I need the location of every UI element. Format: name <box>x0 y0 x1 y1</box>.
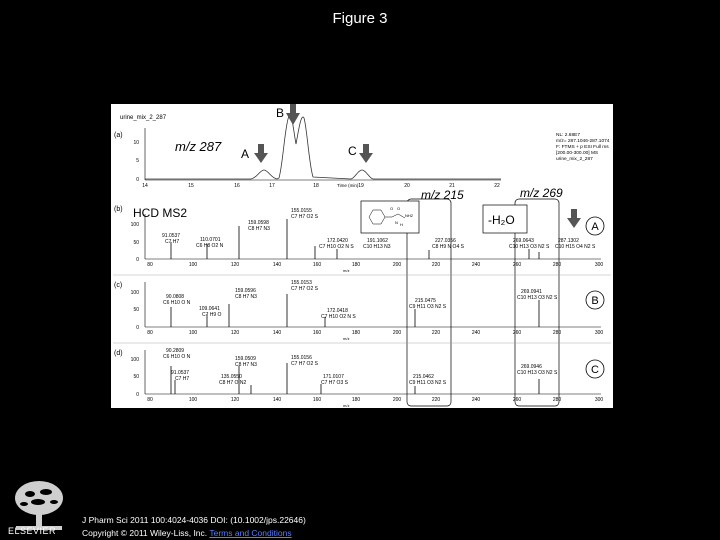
pa-xtick-3: 17 <box>269 183 275 189</box>
box-mz269: m/z 269 <box>520 186 563 200</box>
panel-c <box>113 275 611 341</box>
pd-peak4-mz: 155.0156 <box>291 355 312 361</box>
pd-ytick-1: 50 <box>133 374 139 380</box>
pd-peak7-formula: C10 H13 O3 N2 S <box>517 370 558 376</box>
pb-struct-o1: O <box>390 206 394 211</box>
pc-xtick-8: 240 <box>471 330 481 336</box>
pb-peak6-formula: C8 H9 N O4 S <box>432 244 464 250</box>
pb-ytick-2: 0 <box>136 257 139 263</box>
pb-xtick-8: 240 <box>471 262 481 268</box>
pc-xtick-1: 100 <box>188 330 198 336</box>
pb-xtick-9: 260 <box>512 262 522 268</box>
panel-c-tag: (c) <box>114 282 123 289</box>
pc-xtick-6: 200 <box>392 330 402 336</box>
pa-info-2: F: FTMS + p ESI Full ms <box>556 145 609 150</box>
pb-peak5-formula: C10 H13 N3 <box>363 244 391 250</box>
pa-info-4: urine_mix_2_287 <box>556 157 593 162</box>
pb-peak2-formula: C8 H7 N3 <box>248 226 270 232</box>
pc-peak3-mz: 155.0153 <box>291 280 312 286</box>
pa-peak-c: C <box>348 144 357 158</box>
pb-peak8-formula: C10 H15 O4 N2 S <box>555 244 596 250</box>
pb-xtick-0: 80 <box>147 262 153 268</box>
citation-line-2 <box>82 527 306 540</box>
pb-xtick-3: 140 <box>272 262 282 268</box>
pd-ytick-0: 100 <box>130 357 139 363</box>
pa-ytick-0: 10 <box>133 140 139 146</box>
elsevier-wordmark: ELSEVIER <box>8 526 57 536</box>
pc-circle-label: B <box>591 295 599 307</box>
panel-d-tag: (d) <box>114 350 123 357</box>
pd-peak0-formula: C6 H10 O N <box>163 354 191 360</box>
pc-ytick-0: 100 <box>130 290 139 296</box>
pd-xtick-7: 220 <box>431 397 441 403</box>
pb-xtick-6: 200 <box>392 262 402 268</box>
pd-xtick-9: 260 <box>512 397 522 403</box>
citation <box>82 514 306 540</box>
pb-ytick-0: 100 <box>130 222 139 228</box>
pb-xtick-10: 280 <box>552 262 562 268</box>
pd-circle-label: C <box>591 364 599 376</box>
panel-d <box>113 343 611 408</box>
pd-ytick-2: 0 <box>136 392 139 398</box>
panel-a <box>114 104 610 189</box>
pd-peak3-formula: C8 H7 N3 <box>235 362 257 368</box>
box-mz215: m/z 215 <box>421 188 464 202</box>
pb-struct-nh2: NH2 <box>405 213 414 218</box>
pc-xtick-7: 220 <box>431 330 441 336</box>
pb-peak3-formula: C7 H7 O2 S <box>291 214 318 220</box>
pc-xtick-5: 180 <box>351 330 361 336</box>
pd-peak4-formula: C7 H7 O2 S <box>291 361 318 367</box>
figure-image <box>111 104 613 408</box>
terms-link[interactable]: Terms and Conditions <box>209 528 292 538</box>
pd-xlabel: m/z <box>343 403 350 408</box>
pc-xlabel: m/z <box>343 336 350 341</box>
pa-info-1: m/z= 287.1046-287.1074 <box>556 139 610 144</box>
pa-axis-label: Time (min) <box>337 183 359 188</box>
pb-peak2-mz: 159.0598 <box>248 220 269 226</box>
pa-xtick-7: 21 <box>449 183 455 189</box>
pb-peak7-formula: C10 H13 O3 N2 S <box>509 244 550 250</box>
pc-peak5-mz: 215.0475 <box>415 298 436 304</box>
pc-peak2-formula: C8 H7 N3 <box>235 294 257 300</box>
pb-peak7-mz: 269.0643 <box>513 238 534 244</box>
pd-xtick-11: 300 <box>594 397 604 403</box>
pd-xtick-1: 100 <box>188 397 198 403</box>
pa-xtick-0: 14 <box>142 183 148 189</box>
pc-peaks <box>171 294 539 327</box>
pc-peak5-formula: C9 H11 O3 N2 S <box>409 304 447 310</box>
pa-info-0: NL: 2.68E7 <box>556 133 581 138</box>
pb-peak0-mz: 91.0537 <box>162 233 181 239</box>
pd-peak1-formula: C7 H7 <box>175 376 190 382</box>
pa-xtick-8: 22 <box>494 183 500 189</box>
pc-peak6-formula: C10 H13 O3 N2 S <box>517 295 558 301</box>
pb-struct-o2: O <box>397 206 401 211</box>
pa-peak-a: A <box>241 147 250 161</box>
page-title: Figure 3 <box>332 10 388 27</box>
pa-info <box>556 132 610 162</box>
pd-xtick-5: 180 <box>351 397 361 403</box>
pb-peak5-mz: 191.1062 <box>367 238 388 244</box>
pb-xtick-7: 220 <box>431 262 441 268</box>
pd-peak2-mz: 135.0550 <box>221 374 242 380</box>
pc-xtick-3: 140 <box>272 330 282 336</box>
pb-peak3-mz: 155.0155 <box>291 208 312 214</box>
pc-xtick-10: 280 <box>552 330 562 336</box>
pc-peak0-formula: C6 H10 O N <box>163 300 191 306</box>
pd-peak3-mz: 159.0509 <box>235 356 256 362</box>
pd-xtick-8: 240 <box>471 397 481 403</box>
pd-peak7-mz: 269.0946 <box>521 364 542 370</box>
pb-xlabel: m/z <box>343 268 350 273</box>
pb-circle-label: A <box>591 221 599 233</box>
pd-peak2-formula: C8 H7 O N2 <box>219 380 247 386</box>
panel-b <box>114 201 604 273</box>
panel-a-tag: (a) <box>114 132 123 139</box>
pb-peak1-formula: C6 H8 O2 N <box>196 243 224 249</box>
pa-xtick-5: 19 <box>358 183 364 189</box>
pa-peak-b: B <box>276 106 285 120</box>
pb-heading: HCD MS2 <box>133 206 188 220</box>
pb-xtick-2: 120 <box>230 262 240 268</box>
pd-xtick-2: 120 <box>230 397 240 403</box>
pb-peak6-mz: 227.0356 <box>435 238 456 244</box>
pc-peak3-formula: C7 H7 O2 S <box>291 286 318 292</box>
pd-peak0-mz: 90.2809 <box>166 348 185 354</box>
pa-ytick-2: 0 <box>136 177 139 183</box>
pb-xtick-1: 100 <box>188 262 198 268</box>
pd-xtick-0: 80 <box>147 397 153 403</box>
pd-xtick-6: 200 <box>392 397 402 403</box>
pd-peak6-formula: C9 H11 O3 N2 S <box>409 380 447 386</box>
pb-peak4-mz: 172.0420 <box>327 238 348 244</box>
pb-peak4-formula: C7 H10 O2 N S <box>319 244 354 250</box>
pa-info-3: [200.00-300.00] MS <box>556 151 599 156</box>
pb-peak0-formula: C7 H7 <box>165 239 180 245</box>
pc-peak4-mz: 172.0418 <box>327 308 348 314</box>
pb-xtick-11: 300 <box>594 262 604 268</box>
pc-peak2-mz: 159.0596 <box>235 288 256 294</box>
pc-peak6-mz: 269.0941 <box>521 289 542 295</box>
pd-xtick-10: 280 <box>552 397 562 403</box>
pa-xtick-2: 16 <box>234 183 240 189</box>
figure-svg <box>111 104 613 408</box>
pd-xtick-3: 140 <box>272 397 282 403</box>
pb-peak1-mz: 110.0701 <box>200 237 221 243</box>
copyright-text: Copyright © 2011 Wiley-Liss, Inc. <box>82 528 208 538</box>
pb-struct-h: H <box>400 222 403 227</box>
pb-arrow <box>567 209 581 228</box>
pc-ytick-1: 50 <box>133 307 139 313</box>
citation-line-1: J Pharm Sci 2011 100:4024-4036 DOI: (10.1002/jps.22646) <box>82 515 306 525</box>
pc-xtick-4: 160 <box>312 330 322 336</box>
pa-ytick-1: 5 <box>136 158 139 164</box>
pc-xtick-11: 300 <box>594 330 604 336</box>
pd-peak1-mz: 91.0537 <box>171 370 190 376</box>
pc-xtick-0: 80 <box>147 330 153 336</box>
pa-xtick-4: 18 <box>313 183 319 189</box>
pd-peak5-mz: 171.0107 <box>323 374 344 380</box>
pd-peak6-mz: 215.0462 <box>413 374 434 380</box>
pa-xtick-1: 15 <box>188 183 194 189</box>
pc-peak1-mz: 109.0641 <box>199 306 220 312</box>
pc-ytick-2: 0 <box>136 325 139 331</box>
pc-xtick-2: 120 <box>230 330 240 336</box>
pc-peak0-mz: 90.0808 <box>166 294 185 300</box>
pb-xtick-5: 180 <box>351 262 361 268</box>
pc-xtick-9: 260 <box>512 330 522 336</box>
pb-xtick-4: 160 <box>312 262 322 268</box>
panel-b-tag: (b) <box>114 206 123 213</box>
panel-a-file-label: urine_mix_2_287 <box>120 115 167 121</box>
pb-struct-n: N <box>395 220 398 225</box>
pd-xtick-4: 160 <box>312 397 322 403</box>
pb-ytick-1: 50 <box>133 240 139 246</box>
pa-xtick-6: 20 <box>404 183 410 189</box>
pc-peak4-formula: C7 H10 O2 N S <box>321 314 356 320</box>
pb-peak8-mz: 287.1302 <box>558 238 579 244</box>
pa-mz-label: m/z 287 <box>175 139 222 154</box>
pd-peak5-formula: C7 H7 O3 S <box>321 380 348 386</box>
pc-peak1-formula: C7 H9 O <box>202 312 222 318</box>
pb-loss-label: -H₂O <box>488 213 515 227</box>
